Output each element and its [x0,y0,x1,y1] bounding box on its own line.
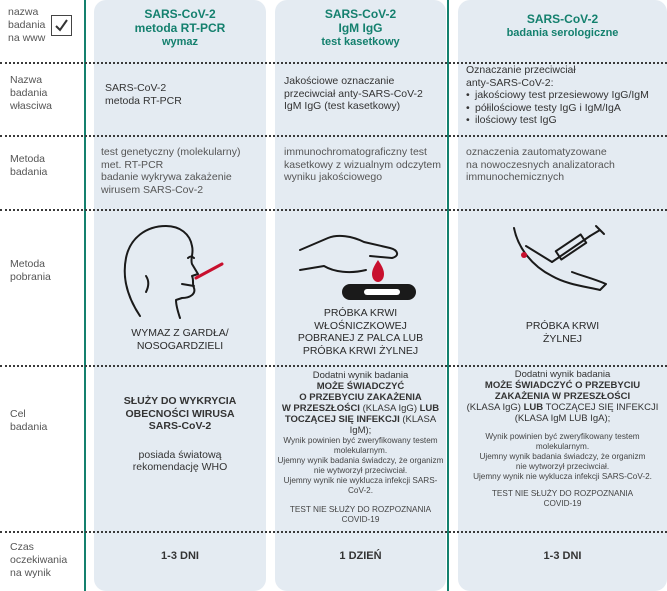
row-label-line: badania [10,421,48,433]
list-item: • półilościowe testy IgG i IgM/IgA [466,102,649,115]
row-label-name [10,74,52,113]
divider-vertical-right [447,0,449,591]
text-line: SŁUŻY DO WYKRYCIA [123,395,237,407]
text-line: Ujemny wynik nie wyklucza infekcji SARS-CoV-2. [473,472,652,481]
text-line: Ujemny wynik nie wyklucza infekcji SARS- [283,476,438,485]
text-span: TOCZĄCEJ SIĘ INFEKCJI [284,414,400,425]
syringe-icon [496,222,620,302]
text-line: immunochemicznych [466,171,565,183]
text-line: NOSOGARDZIELI [136,339,224,352]
header-line: SARS-CoV-2 [144,7,216,21]
row-label-line: Czas [10,541,34,553]
row-label-line: pobrania [10,271,51,283]
divider-vertical-left [84,0,86,591]
serology-sample [458,320,667,345]
cassette-name [284,75,423,113]
text-line: kasetkowy z wizualnym odczytem [284,158,441,171]
cassette-method [284,146,441,184]
row-label-line: badania [10,87,48,99]
text-line: MOŻE ŚWIADCZYĆ [316,381,405,392]
text-line: POBRANEJ Z PALCA LUB [297,332,424,344]
text-line: Wynik powinien być zweryfikowany testem [485,432,640,441]
text-line: PRÓBKA KRWI [525,320,600,332]
text-line: ŻYLNEJ [542,332,583,345]
column-header-pcr [94,7,266,49]
header-line: IgM IgG [338,21,383,35]
pcr-purpose [94,395,266,474]
text-line: COVID-19 [341,515,380,524]
pcr-method [101,146,240,196]
row-label-line: oczekiwania [10,554,68,566]
text-line: CoV-2. [347,486,374,495]
text-line: na nowoczesnych analizatorach [466,158,615,171]
row-label-sampling [10,258,51,284]
checkmark-icon [54,18,69,33]
text-line: WŁOŚNICZKOWEJ [314,319,407,332]
text-line: TEST NIE SŁUŻY DO ROZPOZNANIA [289,505,432,514]
text-line: oznaczenia zautomatyzowane [466,146,607,158]
text-line: wyniku jakościowego [284,171,383,183]
row-label-method [10,153,47,179]
text-line: metoda RT-PCR [105,94,182,107]
header-label-line: nazwa [8,6,39,18]
text-span: (KLASA IgG) [466,402,521,413]
text-line: (KLASA IgM LUB IgA); [514,413,611,424]
serology-name [466,64,649,127]
row-label-line: własciwa [10,100,53,112]
column-header-cassette [275,7,446,49]
text-line: ZAKAŻENIA W PRZESZŁOŚCI [494,391,631,402]
text-line: Jakościowe oznaczanie [284,75,395,87]
text-line: MOŻE ŚWIADCZYĆ O PRZEBYCIU [484,380,641,391]
text-line: Dodatni wynik badania [514,369,611,380]
text-line: wirusem SARS-Cov-2 [101,183,204,196]
text-line: posiada światową [138,448,222,461]
text-line: SARS-CoV-2 [105,82,167,94]
text-line: O PRZEBYCIU ZAKAŻENIA [299,392,422,403]
text-span: LUB [419,403,440,414]
row-label-line: na wynik [10,567,51,579]
row-separator [0,531,667,533]
header-line: wymaz [161,36,199,48]
header-label-line: na www [8,32,46,44]
text-line: Oznaczanie przeciwciał [466,64,576,76]
row-label-purpose [10,408,47,434]
pcr-name [105,82,182,107]
cassette-wait: 1 DZIEŃ [339,550,382,562]
text-line: IgM IgG (test kasetkowy) [284,100,401,112]
row-separator [0,135,667,137]
row-label-wait [10,541,67,580]
row-label-line: badania [10,166,48,178]
header-label [8,6,45,45]
serology-purpose [458,369,667,509]
pcr-wait: 1-3 DNI [161,550,199,562]
text-span: (KLASA IgG) [362,403,417,414]
header-line: metoda RT-PCR [134,21,226,35]
text-line: TEST NIE SŁUŻY DO ROZPOZNANIA [491,489,634,498]
text-line: anty-SARS-CoV-2: [466,76,554,89]
text-line: PRÓBKA KRWI [323,307,398,319]
row-label-line: Cel [10,408,26,420]
text-span: LUB [523,402,544,413]
text-line: Wynik powinien być zweryfikowany testem [283,436,438,445]
text-line: Ujemny wynik badania świadczy, że organizm [479,452,646,461]
header-label-line: badania [8,19,46,31]
list-item: • ilościowy test IgG [466,114,649,127]
serology-wait: 1-3 DNI [543,550,582,562]
text-line: OBECNOŚCI WIRUSA [125,407,235,420]
text-span: (KLASA IgM); [349,414,437,436]
header-line: test kasetkowy [321,36,400,48]
text-span: W PRZESZŁOŚCI [281,403,360,414]
header-line: SARS-CoV-2 [526,12,599,26]
row-separator [0,365,667,367]
text-line: badanie wykrywa zakażenie [101,171,232,183]
text-line: test genetyczny (molekularny) [101,146,241,158]
cassette-sample [275,307,446,357]
text-line: PRÓBKA KRWI ŻYLNEJ [302,344,419,357]
row-label-line: Nazwa [10,74,43,86]
column-header-serology [458,12,667,40]
text-line: met. RT-PCR [101,158,164,171]
row-label-line: Metoda [10,153,46,165]
text-line: SARS-CoV-2 [148,420,212,432]
text-span: TOCZĄCEJ SIĘ INFEKCJI [545,402,659,413]
serology-method [466,146,615,184]
text-line: nie wytworzył przeciwciał. [313,466,408,475]
text-line: Dodatni wynik badania [312,370,409,381]
text-line: molekularnym. [535,442,590,451]
text-line: COVID-19 [543,499,582,508]
text-line: immunochromatograficzny test [284,146,427,158]
row-separator [0,209,667,211]
list-item: • jakościowy test przesiewowy IgG/IgM [466,89,649,102]
pcr-sample [94,327,266,352]
text-line: molekularnym. [333,446,388,455]
cassette-purpose [275,370,446,525]
throat-swab-icon [118,218,228,320]
header-line: badania serologiczne [506,27,619,39]
header-line: SARS-CoV-2 [324,7,397,21]
row-label-line: Metoda [10,258,46,270]
text-line: WYMAZ Z GARDŁA/ [131,327,229,339]
text-line: Ujemny wynik badania świadczy, że organizm [277,456,444,465]
finger-blood-icon [294,226,424,306]
text-line: rekomendację WHO [132,461,228,473]
text-line: przeciwciał anty-SARS-CoV-2 [284,87,423,100]
website-checkbox[interactable] [51,15,72,36]
text-line: nie wytworzył przeciwciał. [515,462,610,471]
